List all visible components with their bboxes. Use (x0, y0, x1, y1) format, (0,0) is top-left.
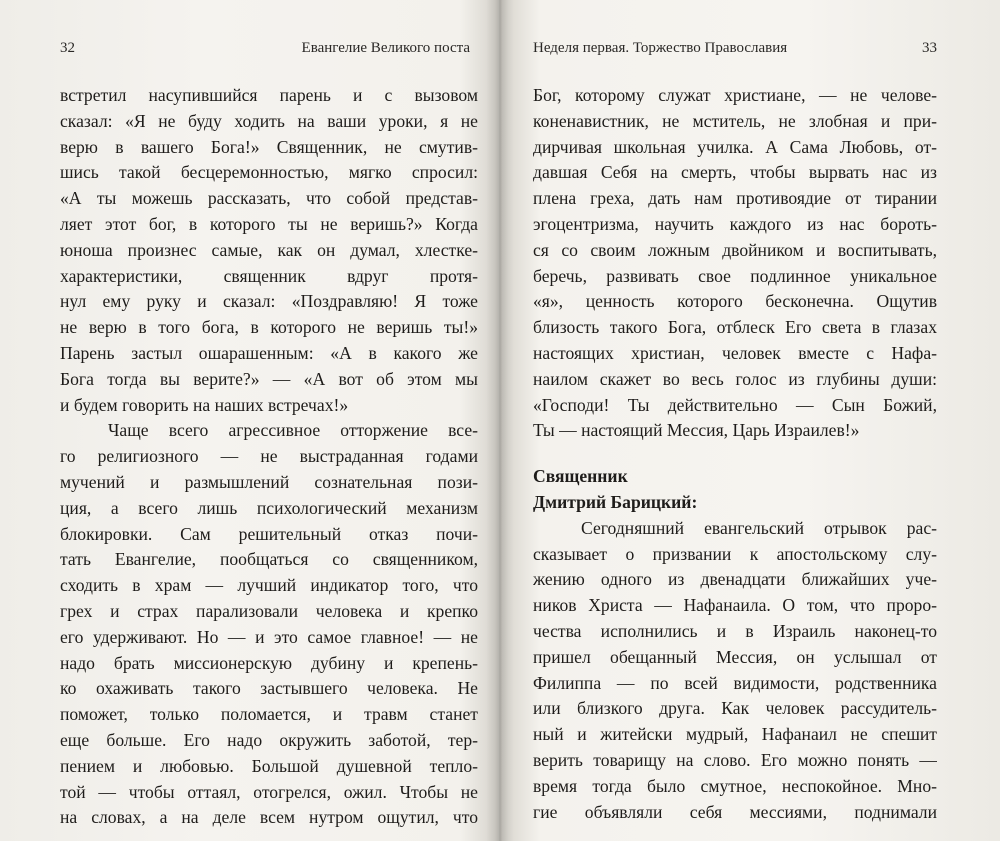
text-line: настоящих христиан, человек вместе с Нафа- (533, 342, 937, 363)
text-line: дирчивая школьная училка. А Сама Любовь, от- (533, 136, 937, 157)
text-line: ников Христа — Нафанаила. О том, что проро- (533, 595, 937, 616)
left-page-number: 32 (60, 40, 75, 56)
text-line: сказывает о призвании к апостольскому слу- (533, 543, 937, 564)
text-line: ся со своим ложным двойником и воспитывать, (533, 239, 937, 260)
text-line: пением и любовью. Большой душевной тепло- (60, 755, 478, 776)
text-line: юноша произнес самые, как он думал, хлестке- (60, 239, 478, 260)
text-line: «я», ценность которого бесконечна. Ощутив (533, 291, 937, 312)
text-line: мучений и размышлений сознательная пози- (60, 471, 478, 492)
text-line: ция, а всего лишь психологический механизм (60, 497, 478, 518)
text-line: гие объявляли себя мессиями, поднимали (533, 801, 937, 822)
text-line: поможет, только поломается, и травм станет (60, 704, 478, 725)
text-line: Бога тогда вы верите?» — «А вот об этом мы (60, 368, 478, 389)
book-gutter (486, 0, 514, 841)
text-line: давшая Себя на смерть, чтобы вырвать нас из (533, 162, 937, 183)
text-line: Ты — настоящий Мессия, Царь Израилев!» (533, 420, 860, 441)
heading-spacer (533, 444, 937, 464)
left-running-title: Евангелие Великого поста (301, 40, 470, 56)
left-page (60, 0, 478, 841)
text-line: или близкого друга. Как человек рассудитель- (533, 698, 937, 719)
text-line: верить товарищу на слово. Его можно понять — (533, 749, 937, 770)
text-line: «А ты можешь рассказать, что собой представ- (60, 188, 478, 209)
right-page (533, 0, 937, 841)
text-line: ный и житейски мудрый, Нафанаил не спешит (533, 724, 937, 745)
left-page-text (60, 83, 478, 831)
text-line: плена греха, дать нам противоядие от тирании (533, 188, 937, 209)
text-line: ляет этот бог, в которого ты не веришь?» Когда (60, 213, 478, 234)
text-line: еще больше. Его надо окружить заботой, тер- (60, 729, 478, 750)
text-line: «Господи! Ты действительно — Сын Божий, (533, 394, 937, 415)
text-line: ко охаживать такого застывшего человека. Не (60, 678, 478, 699)
text-line: сходить в храм — лучший индикатор того, что (60, 575, 478, 596)
text-line: на словах, а на деле всем нутром ощутил, что (60, 807, 478, 828)
text-line: характеристики, священник вдруг протя- (60, 265, 478, 286)
right-running-title: Неделя первая. Торжество Православия (533, 40, 788, 56)
text-line: блокировки. Сам решительный отказ почи- (60, 523, 478, 544)
text-line: тать Евангелие, пообщаться со священником, (60, 549, 478, 570)
text-line: коненавистник, не мститель, не злобная и при- (533, 110, 937, 131)
text-line: верю в вашего Бога!» Священник, не смутив- (60, 136, 478, 157)
text-line: той — чтобы оттаял, отогрелся, ожил. Чтобы не (60, 781, 478, 802)
text-line: встретил насупившийся парень и с вызовом (60, 85, 478, 105)
text-line: нул ему руку и сказал: «Поздравляю! Я тоже (60, 291, 478, 312)
text-line: пришел обещанный Мессия, он услышал от (533, 646, 937, 667)
text-line: чества исполнились и в Израиль наконец-то (533, 620, 937, 641)
text-line: надо брать миссионерскую дубину и крепень- (60, 652, 478, 673)
text-line: го религиозного — не выстраданная годами (60, 446, 478, 467)
text-line: Бог, которому служат христиане, — не челове- (533, 85, 937, 105)
text-line: сказал: «Я не буду ходить на ваши уроки, я не (60, 110, 478, 131)
text-line: Парень застыл ошарашенным: «А в какого же (60, 342, 478, 363)
text-line: шись такой бесцеремонностью, мягко спросил: (60, 162, 478, 183)
text-line: Филиппа — по всей видимости, родственника (533, 672, 937, 693)
text-line: Чаще всего агрессивное отторжение все- (108, 420, 478, 441)
right-page-number: 33 (922, 40, 937, 56)
section-heading-line: Священник (533, 466, 628, 487)
right-running-head (533, 38, 937, 58)
text-line: не верю в того бога, в которого не веришь ты!» (60, 317, 478, 338)
text-line: время тогда было смутное, неспокойное. Мно- (533, 775, 937, 796)
text-line: беречь, развивать свое подлинное уникальное (533, 265, 937, 286)
text-line: эгоцентризма, научить каждого из нас бороть- (533, 213, 937, 234)
text-line: жению одного из двенадцати ближайших уче- (533, 569, 937, 590)
text-line: его удерживают. Но — и это самое главное! — не (60, 626, 478, 647)
left-running-head (60, 38, 478, 58)
right-page-text (533, 83, 937, 825)
text-line: и будем говорить на наших встречах!» (60, 394, 349, 415)
text-line: наилом скажет во весь голос из глубины души: (533, 368, 937, 389)
text-line: близость такого Бога, отблеск Его света в глазах (533, 317, 937, 338)
text-line: грех и страх парализовали человека и крепко (60, 600, 478, 621)
text-line: Сегодняшний евангельский отрывок рас- (581, 517, 937, 538)
section-heading-line: Дмитрий Барицкий: (533, 491, 698, 512)
